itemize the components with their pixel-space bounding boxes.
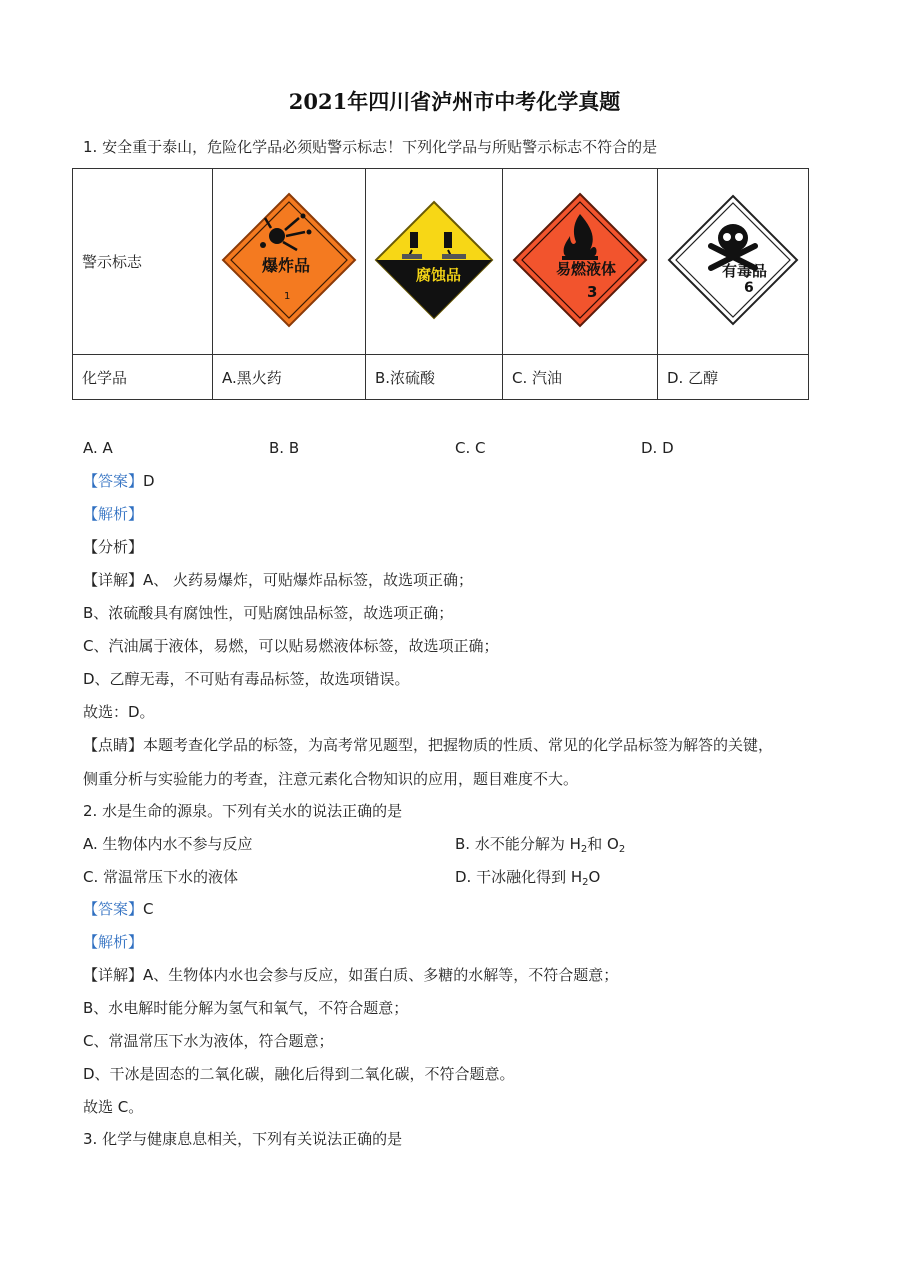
q1-stem: 1. 安全重于泰山，危险化学品必须贴警示标志！下列化学品与所贴警示标志不符合的是 [83, 138, 658, 156]
chemical-b: B.浓硫酸 [366, 355, 503, 400]
opt-b-sub2: 2 [618, 844, 626, 855]
chemical-d: D. 乙醇 [658, 355, 809, 400]
q2-answer [83, 899, 154, 919]
opt-b-sub1: 2 [580, 844, 588, 855]
q1-dianjing [83, 735, 773, 755]
row2-label: 化学品 [73, 355, 213, 400]
q2-choose: 故选 C。 [83, 1098, 144, 1116]
sign-number-explosive: 1 [284, 291, 291, 302]
q2-detail-b: B、水电解时能分解为氢气和氧气，不符合题意； [83, 999, 409, 1017]
sign-label-toxic: 有毒品 [722, 262, 768, 280]
chemical-a: A.黑火药 [213, 355, 366, 400]
dianjing-text: 本题考查化学品的标签，为高考常见题型，把握物质的性质、常见的化学品标签为解答的关键， [143, 736, 774, 754]
q2-detail-a [83, 965, 618, 985]
q1-detail-b: B、浓硫酸具有腐蚀性，可贴腐蚀品标签，故选项正确； [83, 604, 454, 622]
detail-tag: 【详解】 [83, 966, 144, 984]
sign-corrosive [366, 169, 503, 355]
answer-value: C [143, 900, 154, 918]
q1-detail-a [83, 570, 473, 590]
answer-value: D [143, 472, 155, 490]
q2-detail-c: C、常温常压下水为液体，符合题意； [83, 1032, 334, 1050]
q1-option-b: B. B [269, 439, 300, 457]
detail-text: A、 火药易爆炸，可贴爆炸品标签，故选项正确； [143, 571, 474, 589]
q1-option-d: D. D [641, 439, 674, 457]
answer-tag: 【答案】 [83, 472, 144, 490]
sign-label-corrosive: 腐蚀品 [416, 266, 462, 284]
q2-detail-d: D、干冰是固态的二氧化碳，融化后得到二氧化碳，不符合题意。 [83, 1065, 515, 1083]
q1-choose: 故选：D。 [83, 703, 155, 721]
sign-label-flammable: 易燃液体 [556, 260, 617, 278]
opt-d-text: D. 干冰融化得到 H [455, 868, 583, 886]
q1-detail-c: C、汽油属于液体，易燃，可以贴易燃液体标签，故选项正确； [83, 637, 499, 655]
detail-tag: 【详解】 [83, 571, 144, 589]
q2-option-b [455, 834, 625, 860]
q2-stem: 2. 水是生命的源泉。下列有关水的说法正确的是 [83, 802, 403, 820]
opt-b-mid: 和 O [587, 835, 619, 853]
opt-d-end: O [588, 868, 601, 886]
dianjing-tag: 【点睛】 [83, 736, 144, 754]
sign-label-explosive: 爆炸品 [262, 256, 311, 275]
corrosive-icon [372, 198, 496, 322]
row1-label: 警示标志 [73, 169, 213, 355]
q1-answer [83, 471, 155, 491]
q1-option-c: C. C [455, 439, 486, 457]
q2-analysis-tag: 【解析】 [83, 933, 144, 951]
q1-analysis-tag: 【解析】 [83, 505, 144, 523]
q2-option-a: A. 生物体内水不参与反应 [83, 835, 253, 853]
q1-detail-d: D、乙醇无毒，不可贴有毒品标签，故选项错误。 [83, 670, 410, 688]
q2-option-d [455, 867, 600, 893]
opt-d-sub: 2 [582, 877, 589, 888]
sign-number-flammable: 3 [587, 283, 598, 301]
q1-fenxi: 【分析】 [83, 538, 144, 556]
q2-option-c: C. 常温常压下水的液体 [83, 868, 239, 886]
q1-option-a: A. A [83, 439, 113, 457]
q3-stem: 3. 化学与健康息息相关，下列有关说法正确的是 [83, 1130, 403, 1148]
opt-b-text: B. 水不能分解为 H [455, 835, 581, 853]
detail-text: A、生物体内水也会参与反应，如蛋白质、多糖的水解等，不符合题意； [143, 966, 619, 984]
chemical-c: C. 汽油 [503, 355, 658, 400]
sign-number-toxic: 6 [744, 280, 754, 296]
q1-dianjing2: 侧重分析与实验能力的考查，注意元素化合物知识的应用，题目难度不大。 [83, 770, 579, 788]
page-title: 2021年四川省泸州市中考化学真题 [288, 89, 621, 114]
answer-tag: 【答案】 [83, 900, 144, 918]
